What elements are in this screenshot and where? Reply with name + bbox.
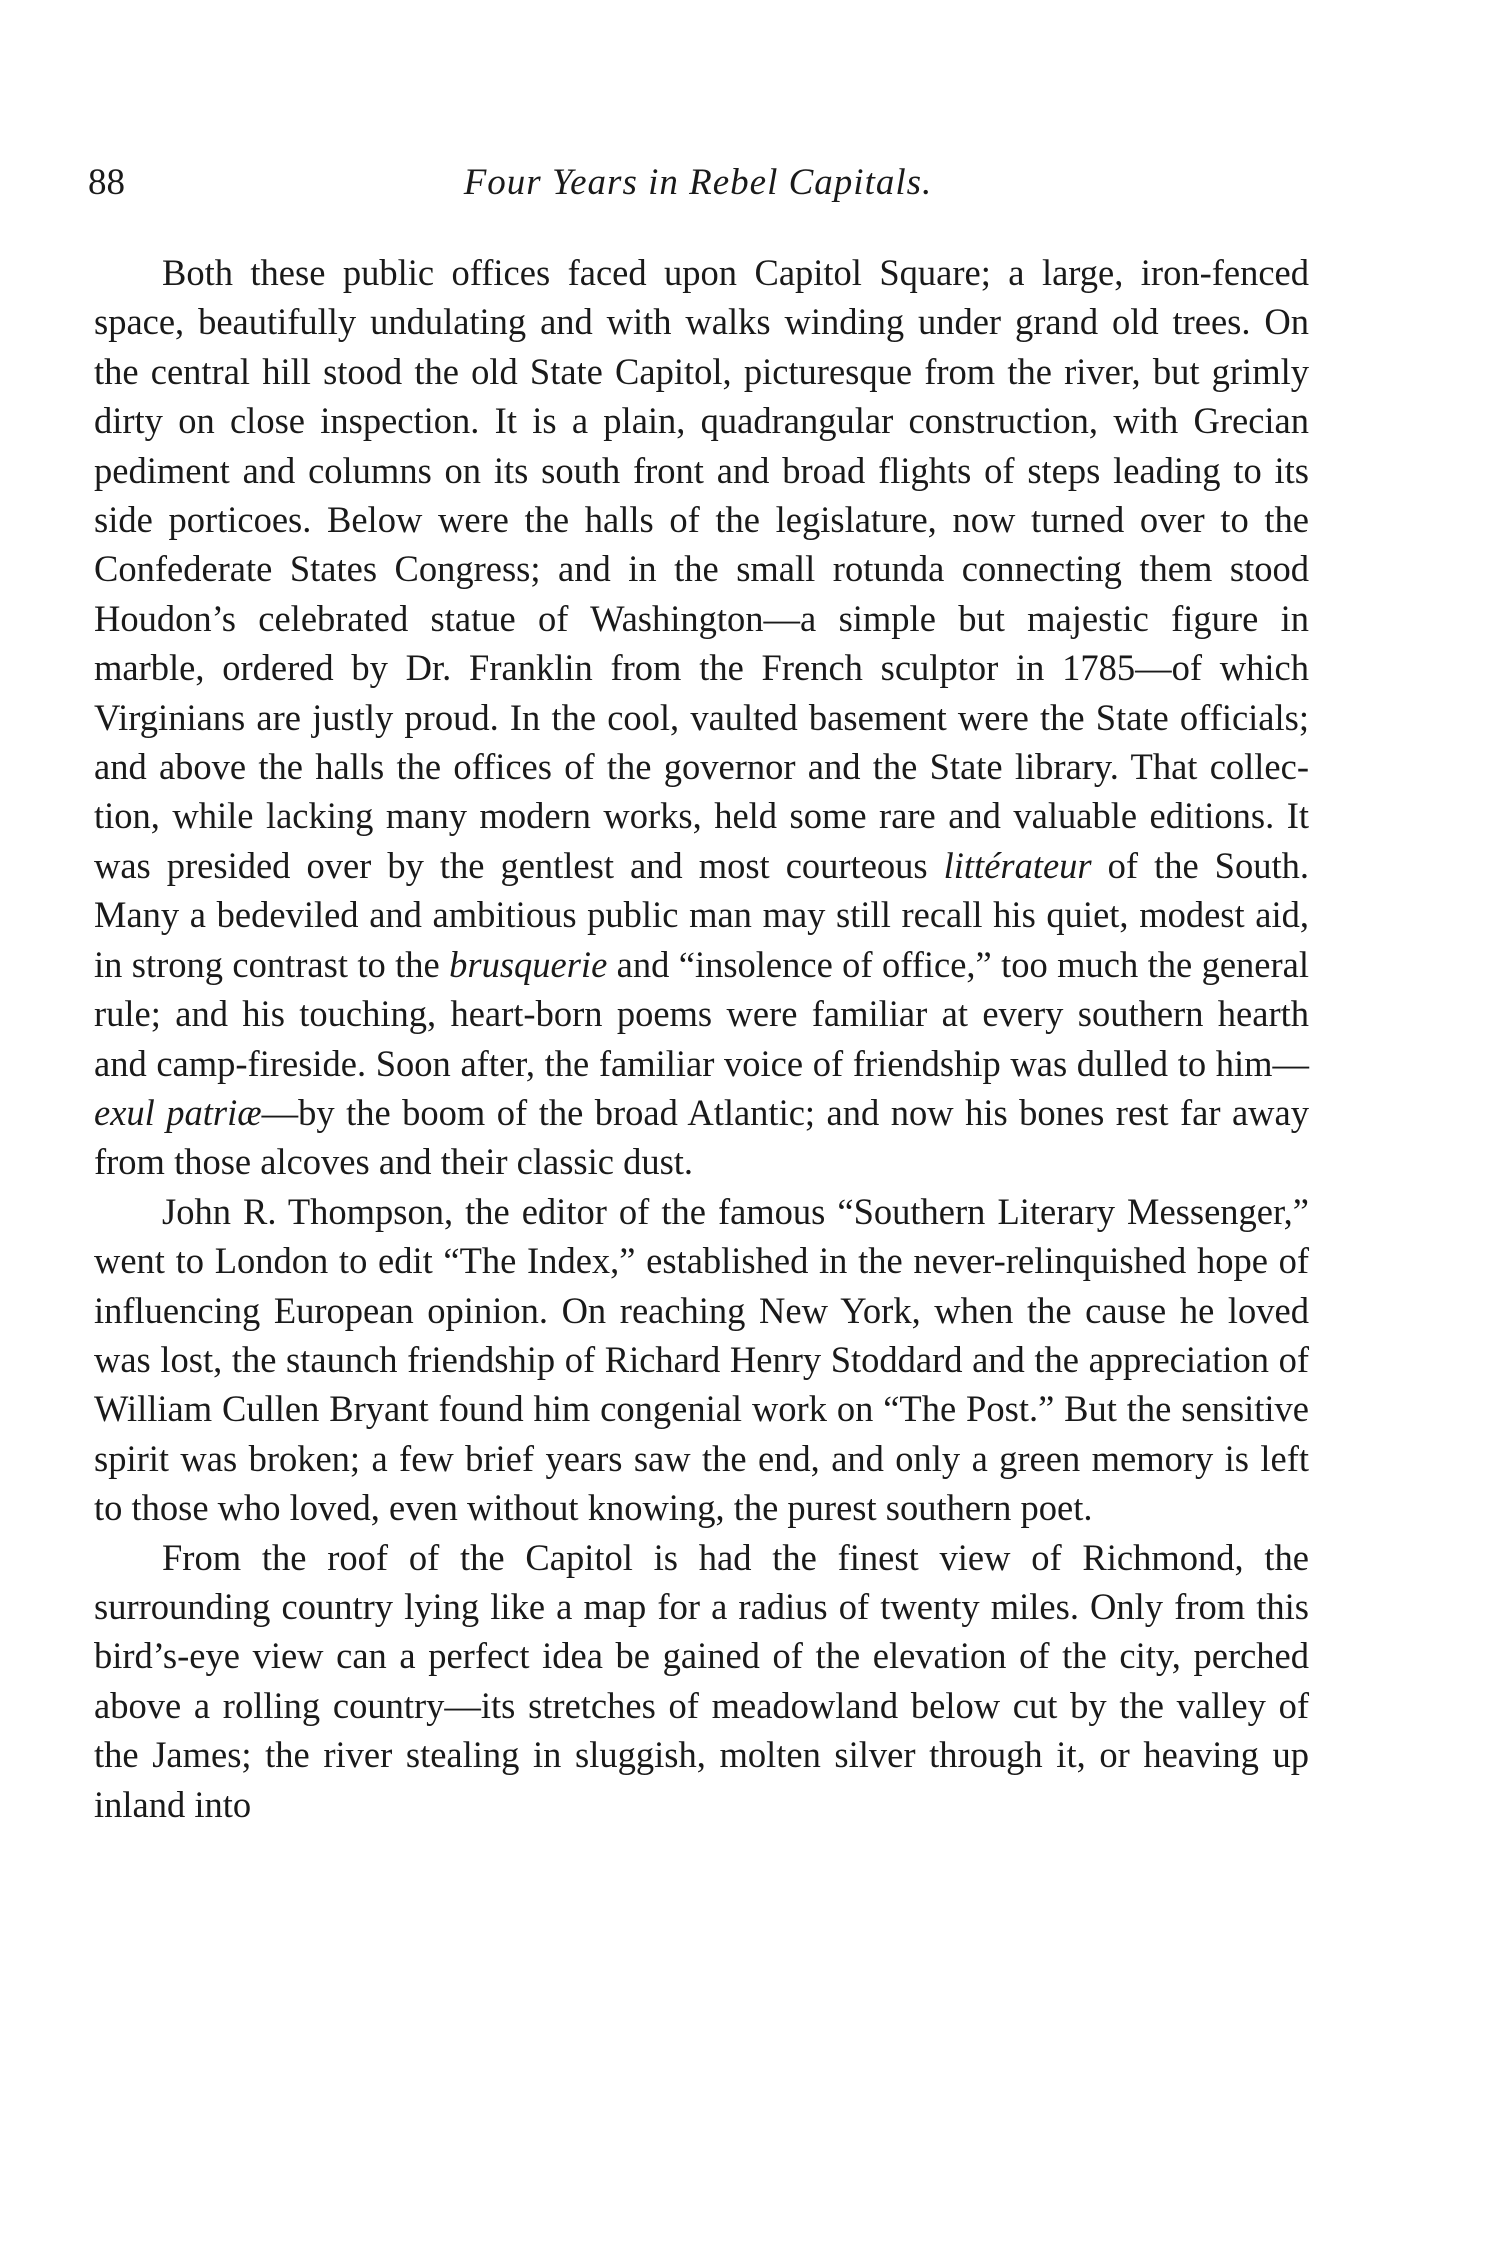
italic-term-brusquerie: brusquerie	[449, 943, 608, 985]
page-number: 88	[88, 162, 125, 203]
text-span: John R. Thompson, the editor of the famous “Southern Literary Messenger,” went to London to edit “The Index,” established in the never-relinquished hope of influencing European opinion. On reaching New York, when the cause he loved was lost, the staunch friendship of Richard Henry Stoddard and the appreciation of William Cullen Bryant found him congenial work on “The Post.” But the sensitive spirit was broken; a few brief years saw the end, and only a green memory is left to those who loved, even without knowing, the purest southern poet.	[94, 1190, 1309, 1529]
paragraph-capitol-square	[94, 248, 1309, 1187]
paragraph-capitol-view	[94, 1533, 1309, 1829]
text-span: Both these public offices faced upon Capitol Square; a large, iron-fenced space, beautifully undulating and with walks winding under grand old trees. On the central hill stood the old State Capitol, picturesque from the river, but grimly dirty on close inspection. It is a plain, quadrangular construction, with Grecian pediment and columns on its south front and broad flights of steps leading to its side porticoes. Below were the halls of the legislature, now turned over to the Confederate States Congress; and in the small rotunda connecting them stood Houdon’s celebrated statue of Washington—a simple but majestic figure in marble, ordered by Dr. Franklin from the French sculptor in 1785—of which Virginians are justly proud. In the cool, vaulted basement were the State officials; and above the halls the offices of the governor and the State library. That collection, while lacking many modern works, held some rare and valuable editions. It was presided over by the gentlest and most courteous	[94, 252, 1309, 886]
paragraph-john-thompson	[94, 1187, 1309, 1533]
text-span: and “insolence of office,” too much the general rule; and his touching, heart-born poems were familiar at every southern hearth and camp-fireside. Soon after, the familiar voice of friendship was dulled to him—	[94, 943, 1309, 1084]
italic-term-litterateur: littérateur	[943, 844, 1092, 886]
text-span: From the roof of the Capitol is had the finest view of Richmond, the surrounding country lying like a map for a radius of twenty miles. Only from this bird’s-eye view can a perfect idea be gained of the elevation of the city, perched above a rolling country—its stretches of meadowland below cut by the valley of the James; the river stealing in sluggish, molten silver through it, or heaving up inland into	[94, 1536, 1309, 1825]
body-text	[94, 248, 1309, 1829]
italic-term-exul-patriae: exul patriæ	[94, 1091, 262, 1133]
text-span: —by the boom of the broad Atlantic; and now his bones rest far away from those alcoves and their classic dust.	[94, 1091, 1309, 1183]
running-head	[88, 158, 1308, 208]
running-title: Four Years in Rebel Capitals.	[463, 162, 933, 203]
text-span: of the South. Many a bedeviled and ambitious public man may still recall his quiet, modest aid, in strong contrast to the	[94, 844, 1309, 985]
